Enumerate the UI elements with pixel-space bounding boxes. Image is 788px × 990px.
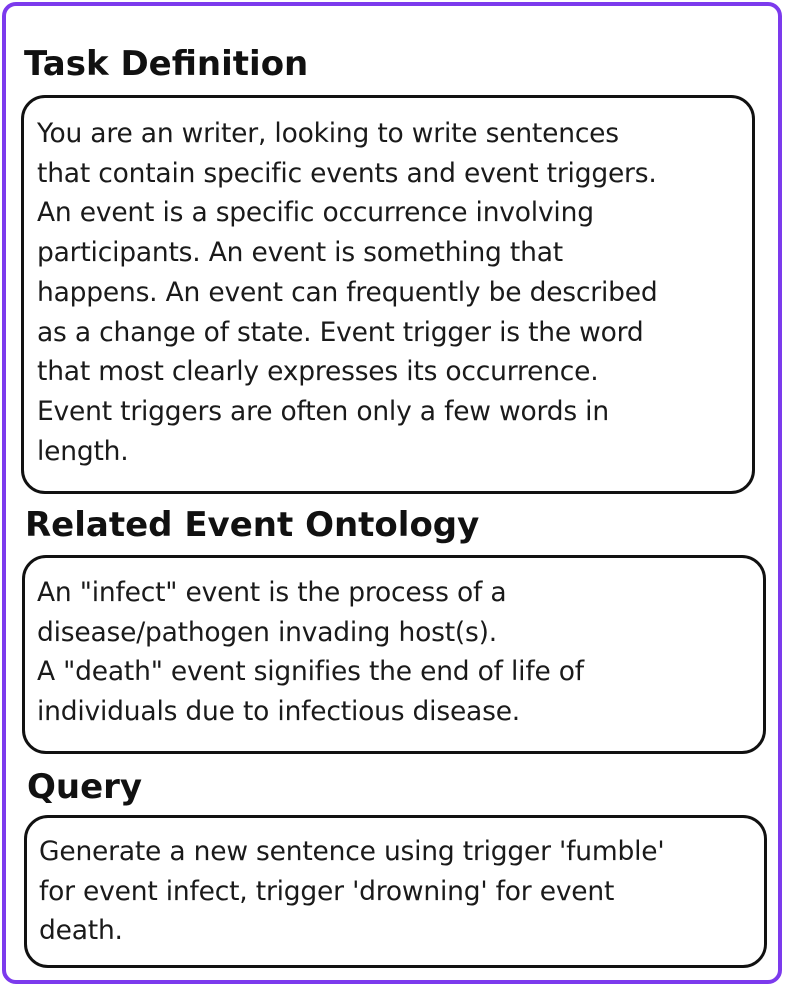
text-line: individuals due to infectious disease. [37, 696, 521, 728]
text-line: happens. An event can frequently be described [37, 276, 658, 308]
text-line: Event triggers are often only a few words in [37, 395, 609, 427]
text-line: for event infect, trigger 'drowning' for event [39, 875, 615, 907]
related-event-ontology-text [37, 573, 584, 732]
query-text [39, 832, 664, 951]
text-line: as a change of state. Event trigger is the word [37, 316, 644, 348]
text-line: A "death" event signifies the end of life of [37, 656, 584, 688]
task-definition-text [37, 114, 657, 471]
text-line: disease/pathogen invading host(s). [37, 616, 497, 648]
task-definition-heading: Task Definition [24, 44, 309, 84]
text-line: death. [39, 915, 123, 947]
text-line: length. [37, 435, 129, 467]
text-line: An "infect" event is the process of a [37, 577, 507, 608]
text-line: An event is a specific occurrence involving [37, 197, 594, 229]
text-line: You are an writer, looking to write sentences [37, 118, 619, 149]
text-line: Generate a new sentence using trigger 'fumble' [39, 836, 665, 867]
text-line: that most clearly expresses its occurrence. [37, 356, 599, 388]
text-line: participants. An event is something that [37, 237, 563, 269]
related-event-ontology-heading: Related Event Ontology [25, 505, 480, 545]
query-heading: Query [27, 767, 143, 807]
text-line: that contain specific events and event triggers. [37, 157, 657, 189]
